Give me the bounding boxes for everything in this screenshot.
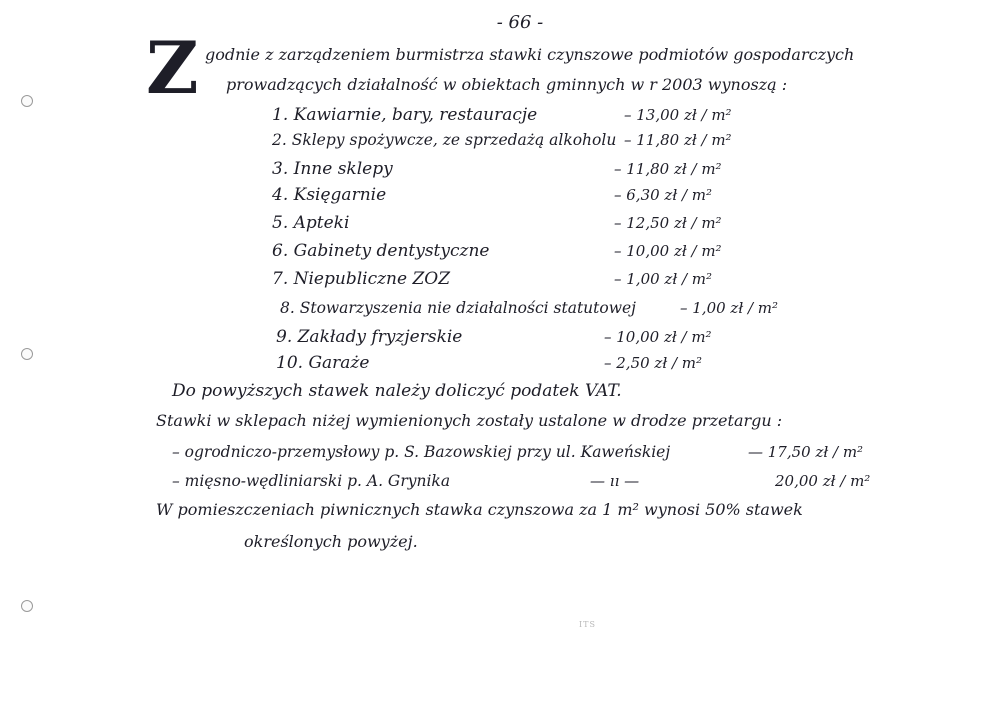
- item-rate: – 11,80 zł / m²: [614, 160, 722, 178]
- item-name: 6. Gabinety dentystyczne: [272, 241, 490, 261]
- item-rate: – 10,00 zł / m²: [604, 328, 712, 346]
- tender-intro: Stawki w sklepach niżej wymienionych zostały ustalone w drodze przetargu :: [156, 411, 783, 430]
- item-name: 9. Zakłady fryzjerskie: [276, 327, 463, 347]
- item-name: 2. Sklepy spożywcze, ze sprzedażą alkoholu: [272, 131, 617, 149]
- item-name: 4. Księgarnie: [272, 185, 387, 205]
- item-name: 5. Apteki: [272, 213, 350, 233]
- item-rate: – 10,00 zł / m²: [614, 242, 722, 260]
- item-name: 10. Garaże: [276, 353, 370, 373]
- vat-note: Do powyższych stawek należy doliczyć podatek VAT.: [172, 381, 622, 401]
- item-name: 1. Kawiarnie, bary, restauracje: [272, 105, 538, 125]
- page-number: - 66 -: [496, 12, 544, 33]
- item-name: 3. Inne sklepy: [272, 159, 393, 179]
- punch-hole: [21, 95, 33, 107]
- item-name: 8. Stowarzyszenia nie działalności statutowej: [280, 299, 636, 317]
- intro-line-2: prowadzących działalność w obiektach gminnych w r 2003 wynoszą :: [226, 75, 788, 94]
- ditto-mark: — ıı —: [590, 472, 640, 490]
- item-name: 7. Niepubliczne ZOZ: [272, 269, 451, 289]
- item-rate: – 13,00 zł / m²: [624, 106, 732, 124]
- item-rate: – 6,30 zł / m²: [614, 186, 713, 204]
- basement-note-line-1: W pomieszczeniach piwnicznych stawka czynszowa za 1 m² wynosi 50% stawek: [156, 500, 803, 519]
- item-rate: – 12,50 zł / m²: [614, 214, 722, 232]
- basement-note-line-2: określonych powyżej.: [244, 532, 418, 551]
- faint-stamp: ITS: [579, 620, 596, 629]
- item-name: – mięsno-wędliniarski p. A. Grynika: [172, 472, 451, 490]
- item-rate: – 1,00 zł / m²: [614, 270, 713, 288]
- intro-line-1: godnie z zarządzeniem burmistrza stawki czynszowe podmiotów gospodarczych: [205, 45, 855, 64]
- punch-hole: [21, 348, 33, 360]
- item-rate: — 17,50 zł / m²: [748, 443, 864, 461]
- punch-hole: [21, 600, 33, 612]
- item-rate: 20,00 zł / m²: [775, 472, 871, 490]
- item-rate: – 1,00 zł / m²: [680, 299, 779, 317]
- item-rate: – 2,50 zł / m²: [604, 354, 703, 372]
- item-name: – ogrodniczo-przemysłowy p. S. Bazowskiej przy ul. Kaweńskiej: [172, 443, 671, 461]
- decorative-initial: Z: [146, 25, 199, 110]
- item-rate: – 11,80 zł / m²: [624, 131, 732, 149]
